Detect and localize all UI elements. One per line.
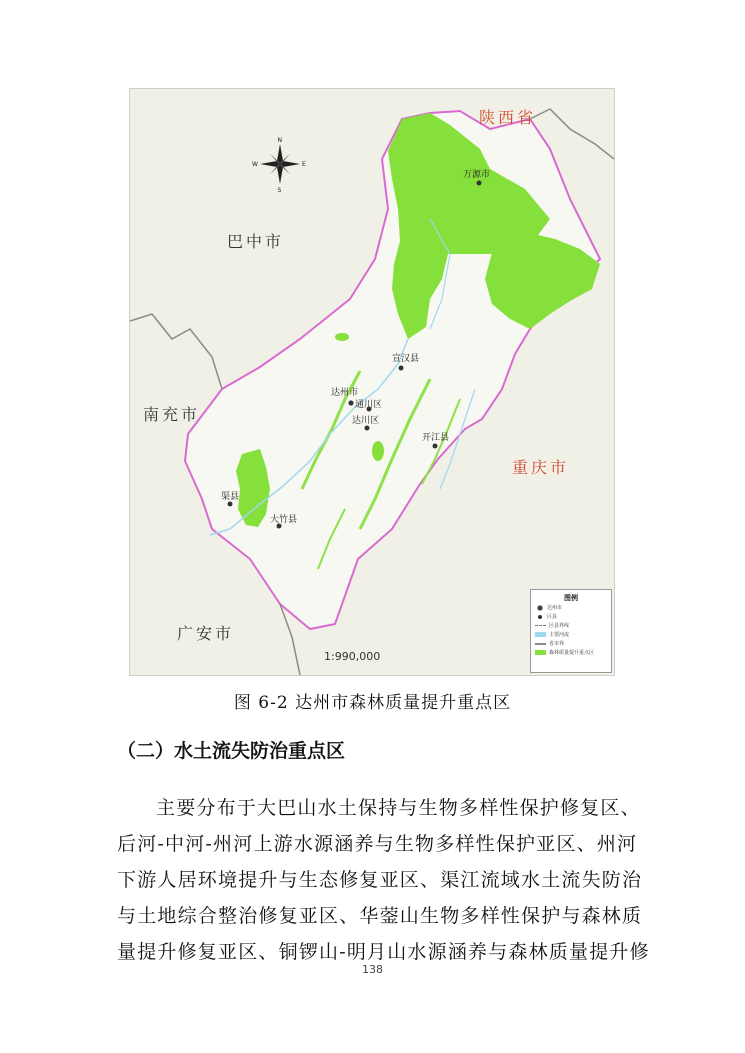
label-bazhong: 巴中市 [227,232,285,251]
river-swatch-icon [535,632,546,637]
marker-xuanhan [399,366,404,371]
legend-label: 森林质量提升重点区 [549,650,595,656]
forest-swatch-icon [535,650,546,655]
marker-quxian [228,502,233,507]
city-wanyuan: 万源市 [463,170,491,180]
section-heading: （二）水土流失防治重点区 [117,740,346,762]
city-xuanhan: 宣汉县 [392,354,420,364]
map-legend [530,589,612,673]
body-line: 主要分布于大巴山水土保持与生物多样性保护修复区、 [156,797,641,819]
label-guangan: 广安市 [177,624,235,643]
legend-label: 达州市 [547,605,563,611]
compass-n: N [277,137,282,144]
city-dot-icon [538,606,542,610]
legend-label: 区县界线 [549,623,570,629]
marker-dazhou [348,400,354,406]
label-chongqing: 重庆市 [512,458,570,477]
compass-s: S [277,187,282,194]
legend-item [535,622,569,630]
city-dachuan: 达川区 [352,416,380,426]
county-line-icon [535,625,546,626]
body-line: 后河-中河-州河上游水源涵养与生物多样性保护亚区、州河 [117,833,638,855]
county-dot-icon [538,615,542,619]
city-quxian: 渠县 [221,492,240,502]
city-dazhu: 大竹县 [270,515,298,525]
body-line: 与土地综合整治修复亚区、华蓥山生物多样性保护与森林质 [117,905,643,927]
legend-title: 图例 [564,594,578,602]
figure-caption: 图 6-2 达州市森林质量提升重点区 [233,693,512,713]
legend-item [535,640,564,648]
boundary-line-icon [535,643,546,645]
marker-wanyuan [477,181,482,186]
legend-item [535,604,562,612]
legend-label: 省市界 [549,641,565,647]
label-shaanxi: 陕西省 [479,108,537,127]
forest-quality-map [129,88,615,676]
legend-item [535,649,594,657]
map-scale: 1:990,000 [324,650,381,663]
label-nanchong: 南充市 [143,405,201,424]
forest-patch-west [335,333,349,341]
forest-patch-dachuan [372,441,384,461]
map-base [130,89,614,675]
page-number: 138 [362,963,383,976]
city-dazhou: 达州市 [331,388,359,398]
legend-item [535,631,569,639]
compass-e: E [302,161,306,168]
marker-dachuan [365,426,370,431]
legend-label: 主要河流 [549,632,570,638]
compass-w: W [252,161,258,168]
city-kaijiang: 开江县 [422,433,450,443]
legend-label: 区县 [547,614,558,620]
body-line: 量提升修复亚区、铜锣山-明月山水源涵养与森林质量提升修 [117,941,650,963]
body-line: 下游人居环境提升与生态修复亚区、渠江流域水土流失防治 [117,869,643,891]
legend-item [535,613,557,621]
marker-kaijiang [433,444,438,449]
city-tongchuan: 通川区 [355,400,383,410]
